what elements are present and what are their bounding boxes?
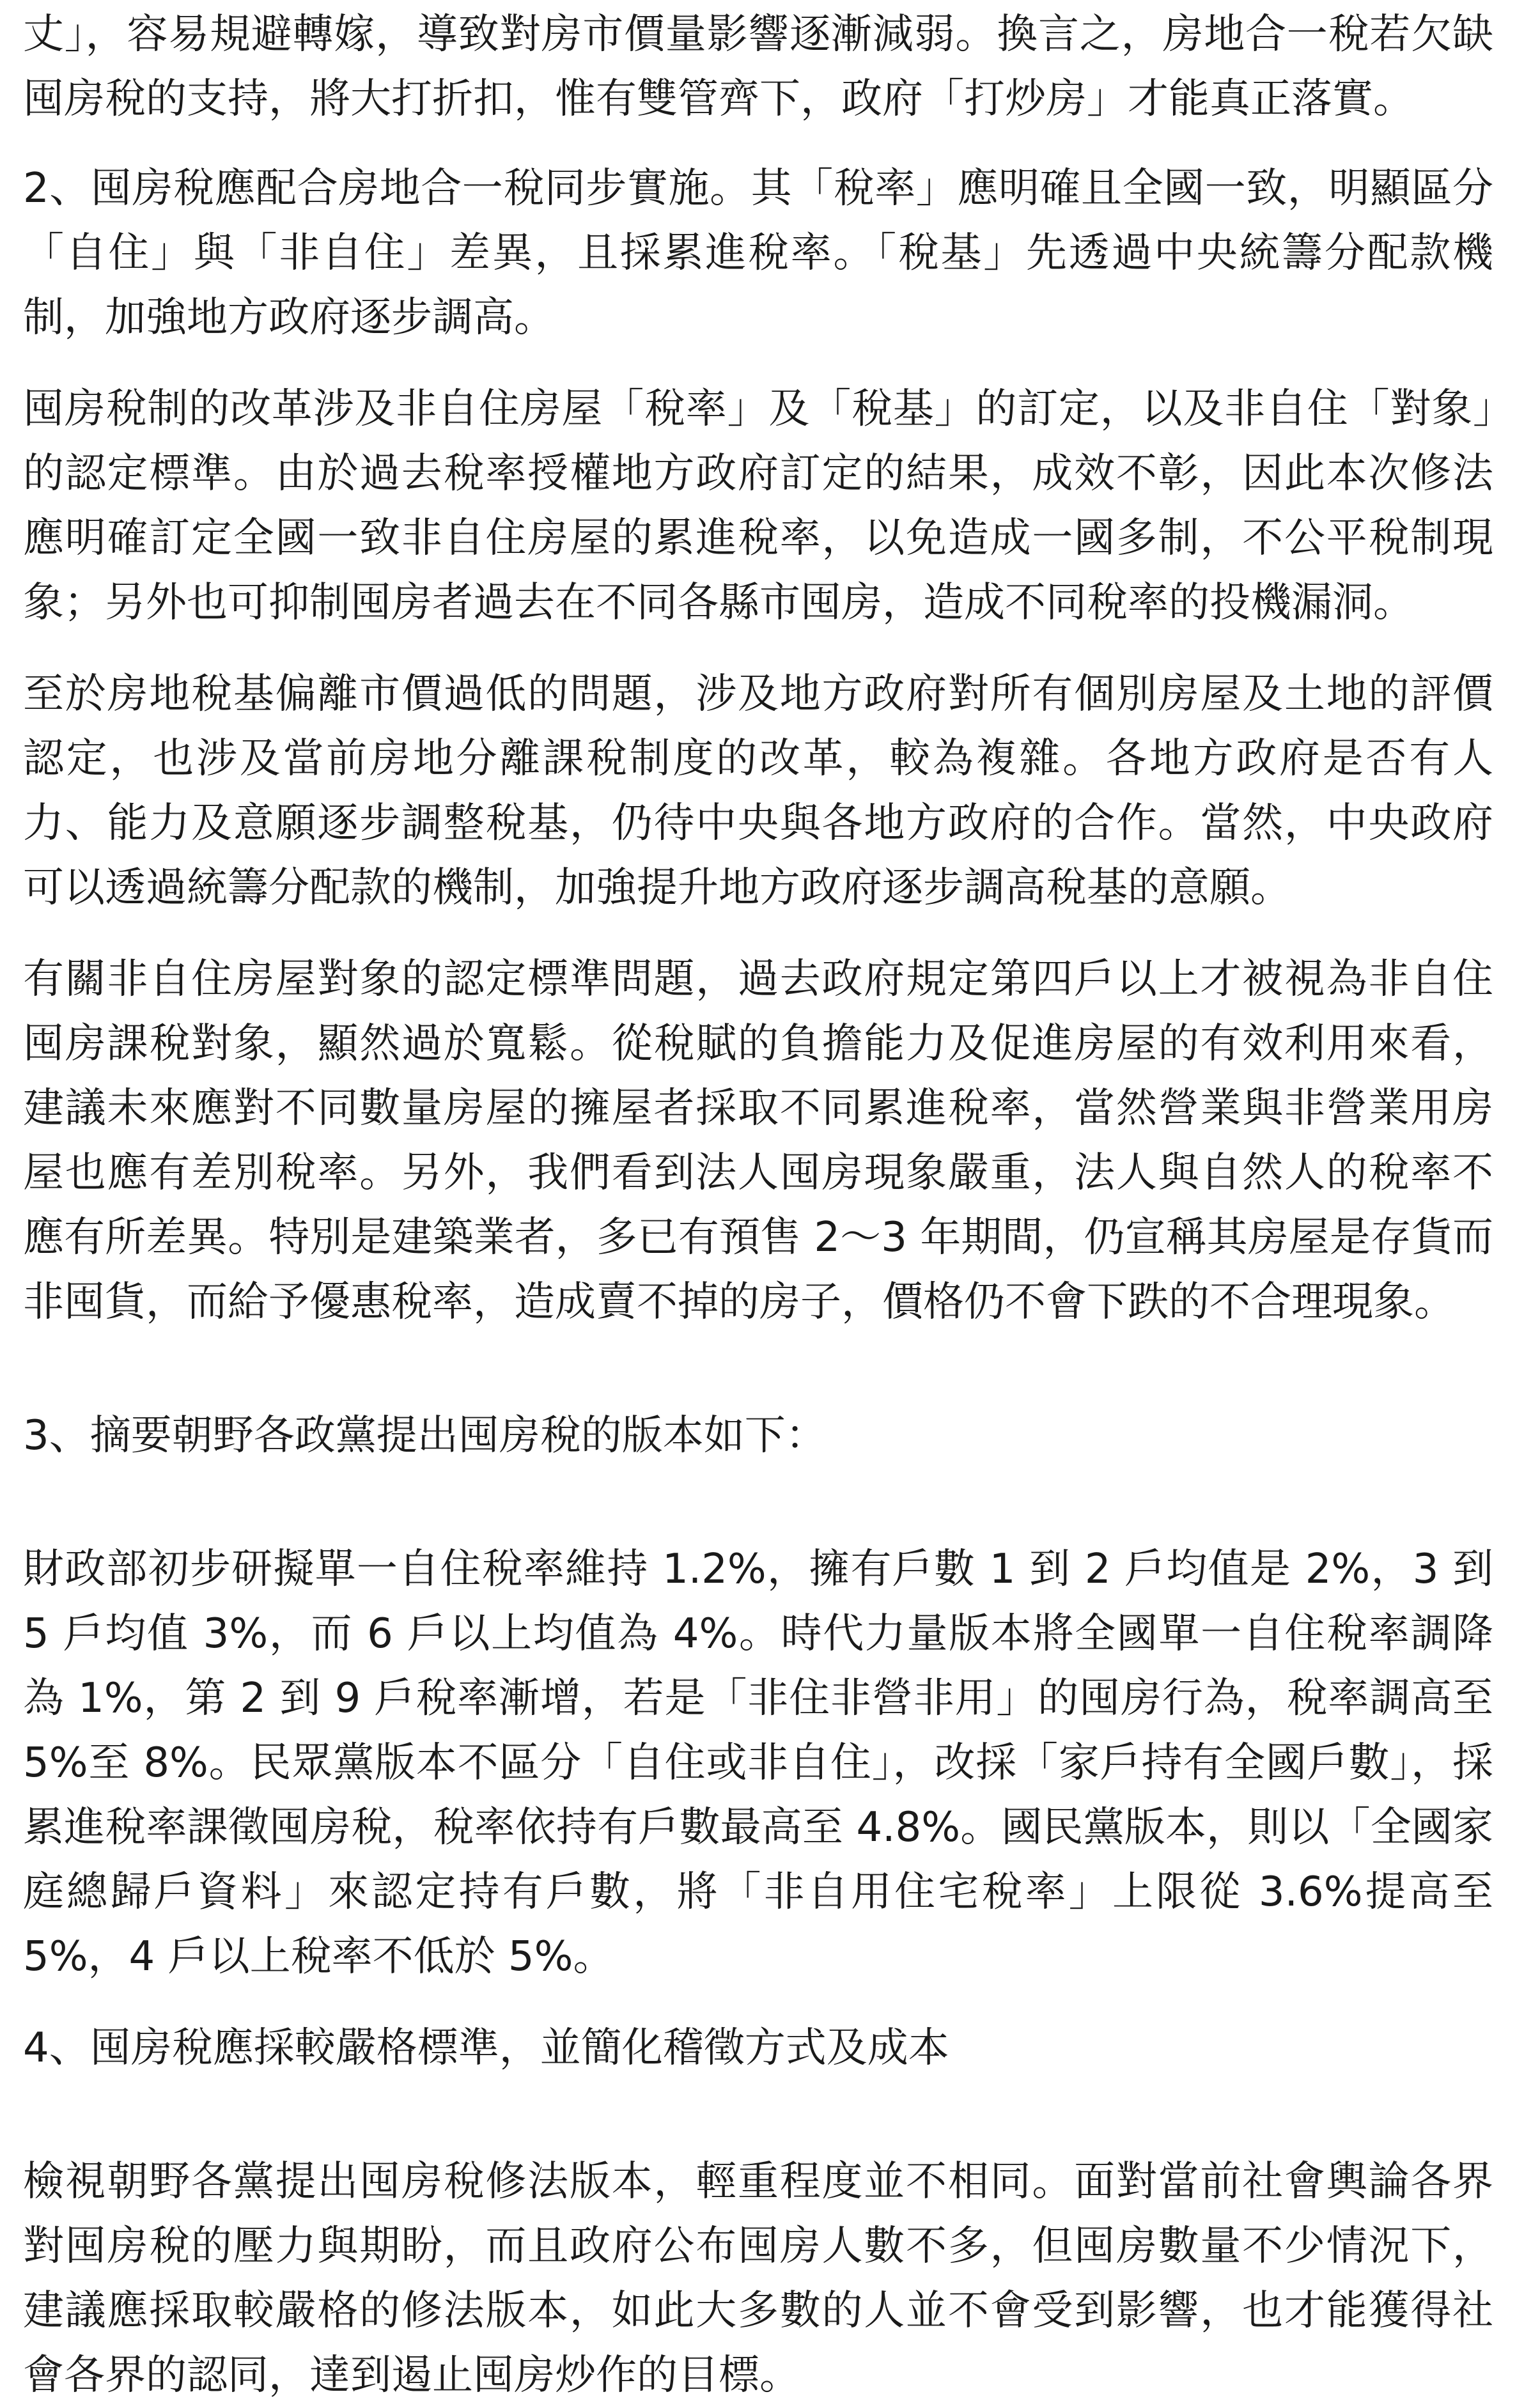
section-4-heading: 4、囤房稅應採較嚴格標準，並簡化稽徵方式及成本	[23, 2024, 949, 2072]
paragraph-non-owner-occupied: 有關非自住房屋對象的認定標準問題，過去政府規定第四戶以上才被視為非自住囤房課稅對象，顯然過於寬鬆。從稅賦的負擔能力及促進房屋的有效利用來看，建議未來應對不同數量房屋的擁屋者採取不同累進稅率，當然營業與非營業用房屋也應有差別稅率。另外，我們看到法人囤房現象嚴重，法人與自然人的稅率不應有所差異。特別是建築業者，多已有預售 2～3 年期間，仍宣稱其房屋是存貨而非囤貨，而給予優惠稅率，造成賣不掉的房子，價格仍不會下跌的不合理現象。	[23, 956, 1493, 1326]
paragraph-party-versions: 財政部初步研擬單一自住稅率維持 1.2%，擁有戶數 1 到 2 戶均值是 2%，3 到 5 戶均值 3%，而 6 戶以上均值為 4%。時代力量版本將全國單一自住稅率調降為 1%，第 2 到 9 戶稅率漸增，若是「非住非營非用」的囤房行為，稅率調高至 5%至 8%。民眾黨版本不區分「自住或非自住」，改採「家戶持有全國戶數」，採累進稅率課徵囤房稅，稅率依持有戶數最高至 4.8%。國民黨版本，則以「全國家庭總歸戶資料」來認定持有戶數，將「非自用住宅稅率」上限從 3.6%提高至 5%，4 戶以上稅率不低於 5%。	[23, 1546, 1493, 1980]
paragraph-conclusion: 檢視朝野各黨提出囤房稅修法版本，輕重程度並不相同。面對當前社會輿論各界對囤房稅的壓力與期盼，而且政府公布囤房人數不多，但囤房數量不少情況下，建議應採取較嚴格的修法版本，如此大多數的人並不會受到影響，也才能獲得社會各界的認同，達到遏止囤房炒作的目標。	[23, 2158, 1493, 2399]
paragraph-continuation: 丈」，容易規避轉嫁，導致對房市價量影響逐漸減弱。換言之，房地合一稅若欠缺囤房稅的支持，將大打折扣，惟有雙管齊下，政府「打炒房」才能真正落實。	[23, 11, 1493, 123]
paragraph-tax-base: 至於房地稅基偏離市價過低的問題，涉及地方政府對所有個別房屋及土地的評價認定，也涉及當前房地分離課稅制度的改革，較為複雜。各地方政府是否有人力、能力及意願逐步調整稅基，仍待中央與各地方政府的合作。當然，中央政府可以透過統籌分配款的機制，加強提升地方政府逐步調高稅基的意願。	[23, 671, 1493, 912]
section-3-heading: 3、摘要朝野各政黨提出囤房稅的版本如下：	[23, 1412, 827, 1459]
paragraph-tax-reform: 囤房稅制的改革涉及非自住房屋「稅率」及「稅基」的訂定，以及非自住「對象」的認定標準。由於過去稅率授權地方政府訂定的結果，成效不彰，因此本次修法應明確訂定全國一致非自住房屋的累進稅率，以免造成一國多制，不公平稅制現象；另外也可抑制囤房者過去在不同各縣市囤房，造成不同稅率的投機漏洞。	[23, 385, 1493, 626]
document-page	[23, 0, 1493, 2408]
section-2-heading-paragraph: 2、囤房稅應配合房地合一稅同步實施。其「稅率」應明確且全國一致，明顯區分「自住」與「非自住」差異，且採累進稅率。「稅基」先透過中央統籌分配款機制，加強地方政府逐步調高。	[23, 165, 1493, 341]
